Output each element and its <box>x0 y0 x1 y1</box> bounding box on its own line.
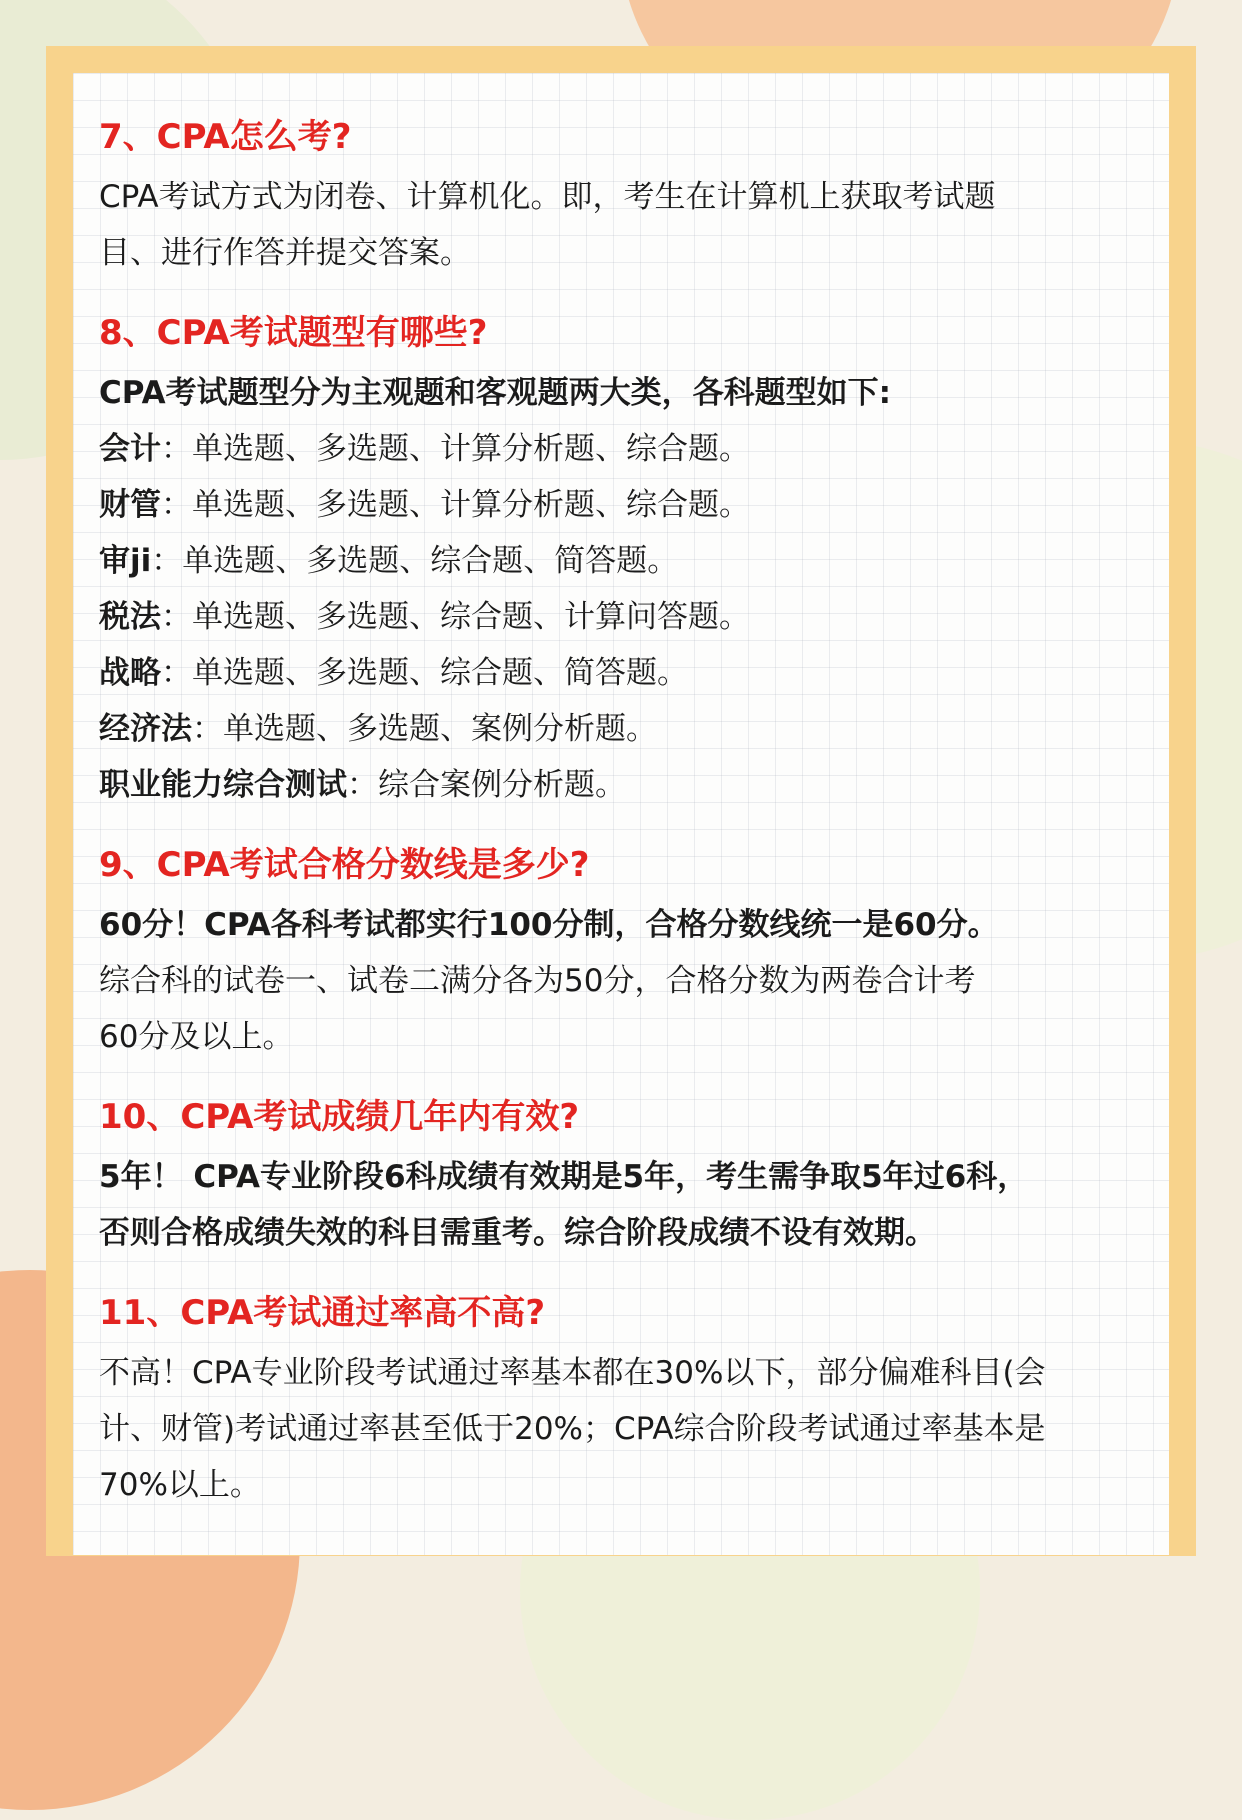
subject-line <box>99 533 1139 589</box>
section-heading: 9、CPA考试合格分数线是多少? <box>99 845 590 885</box>
body-line: 计、财管)考试通过率甚至低于20%；CPA综合阶段考试通过率基本是 <box>99 1411 1046 1447</box>
subject-types: ：单选题、多选题、案例分析题。 <box>192 711 657 747</box>
subject-line <box>99 477 1139 533</box>
bold-line: 否则合格成绩失效的科目需重考。综合阶段成绩不设有效期。 <box>99 1215 936 1251</box>
subject-types: ：单选题、多选题、综合题、简答题。 <box>151 543 679 579</box>
subject-name: 审ji <box>99 543 152 579</box>
subject-name: 职业能力综合测试 <box>99 767 347 803</box>
section-heading: 7、CPA怎么考? <box>99 117 352 157</box>
document-content <box>99 113 1139 1541</box>
grid-paper <box>73 73 1169 1555</box>
section-8 <box>99 309 1139 813</box>
subject-name: 会计 <box>99 431 161 467</box>
bold-line: 60分！CPA各科考试都实行100分制，合格分数线统一是60分。 <box>99 907 999 943</box>
subject-line <box>99 757 1139 813</box>
body-line: 不高！CPA专业阶段考试通过率基本都在30%以下，部分偏难科目(会 <box>99 1355 1046 1391</box>
section-heading: 8、CPA考试题型有哪些? <box>99 313 488 353</box>
subject-name: 财管 <box>99 487 161 523</box>
section-11 <box>99 1289 1139 1513</box>
section-heading: 11、CPA考试通过率高不高? <box>99 1293 546 1333</box>
subject-line <box>99 421 1139 477</box>
section-heading: 10、CPA考试成绩几年内有效? <box>99 1097 580 1137</box>
subject-types: ：综合案例分析题。 <box>347 767 626 803</box>
subject-name: 税法 <box>99 599 161 635</box>
body-line: 综合科的试卷一、试卷二满分各为50分，合格分数为两卷合计考 <box>99 963 976 999</box>
body-line: CPA考试方式为闭卷、计算机化。即，考生在计算机上获取考试题 <box>99 179 996 215</box>
subject-name: 经济法 <box>99 711 192 747</box>
subject-line <box>99 645 1139 701</box>
body-line: 60分及以上。 <box>99 1019 294 1055</box>
body-line: 70%以上。 <box>99 1467 261 1503</box>
section-10 <box>99 1093 1139 1261</box>
body-line: 目、进行作答并提交答案。 <box>99 235 471 271</box>
intro-line: CPA考试题型分为主观题和客观题两大类，各科题型如下: <box>99 375 892 411</box>
section-7 <box>99 113 1139 281</box>
section-9 <box>99 841 1139 1065</box>
subject-types: ：单选题、多选题、计算分析题、综合题。 <box>161 431 750 467</box>
subject-types: ：单选题、多选题、综合题、计算问答题。 <box>161 599 750 635</box>
subject-line <box>99 701 1139 757</box>
subject-name: 战略 <box>99 655 161 691</box>
bold-line: 5年！ CPA专业阶段6科成绩有效期是5年，考生需争取5年过6科， <box>99 1159 1029 1195</box>
subject-line <box>99 589 1139 645</box>
subject-types: ：单选题、多选题、综合题、简答题。 <box>161 655 688 691</box>
subject-types: ：单选题、多选题、计算分析题、综合题。 <box>161 487 750 523</box>
